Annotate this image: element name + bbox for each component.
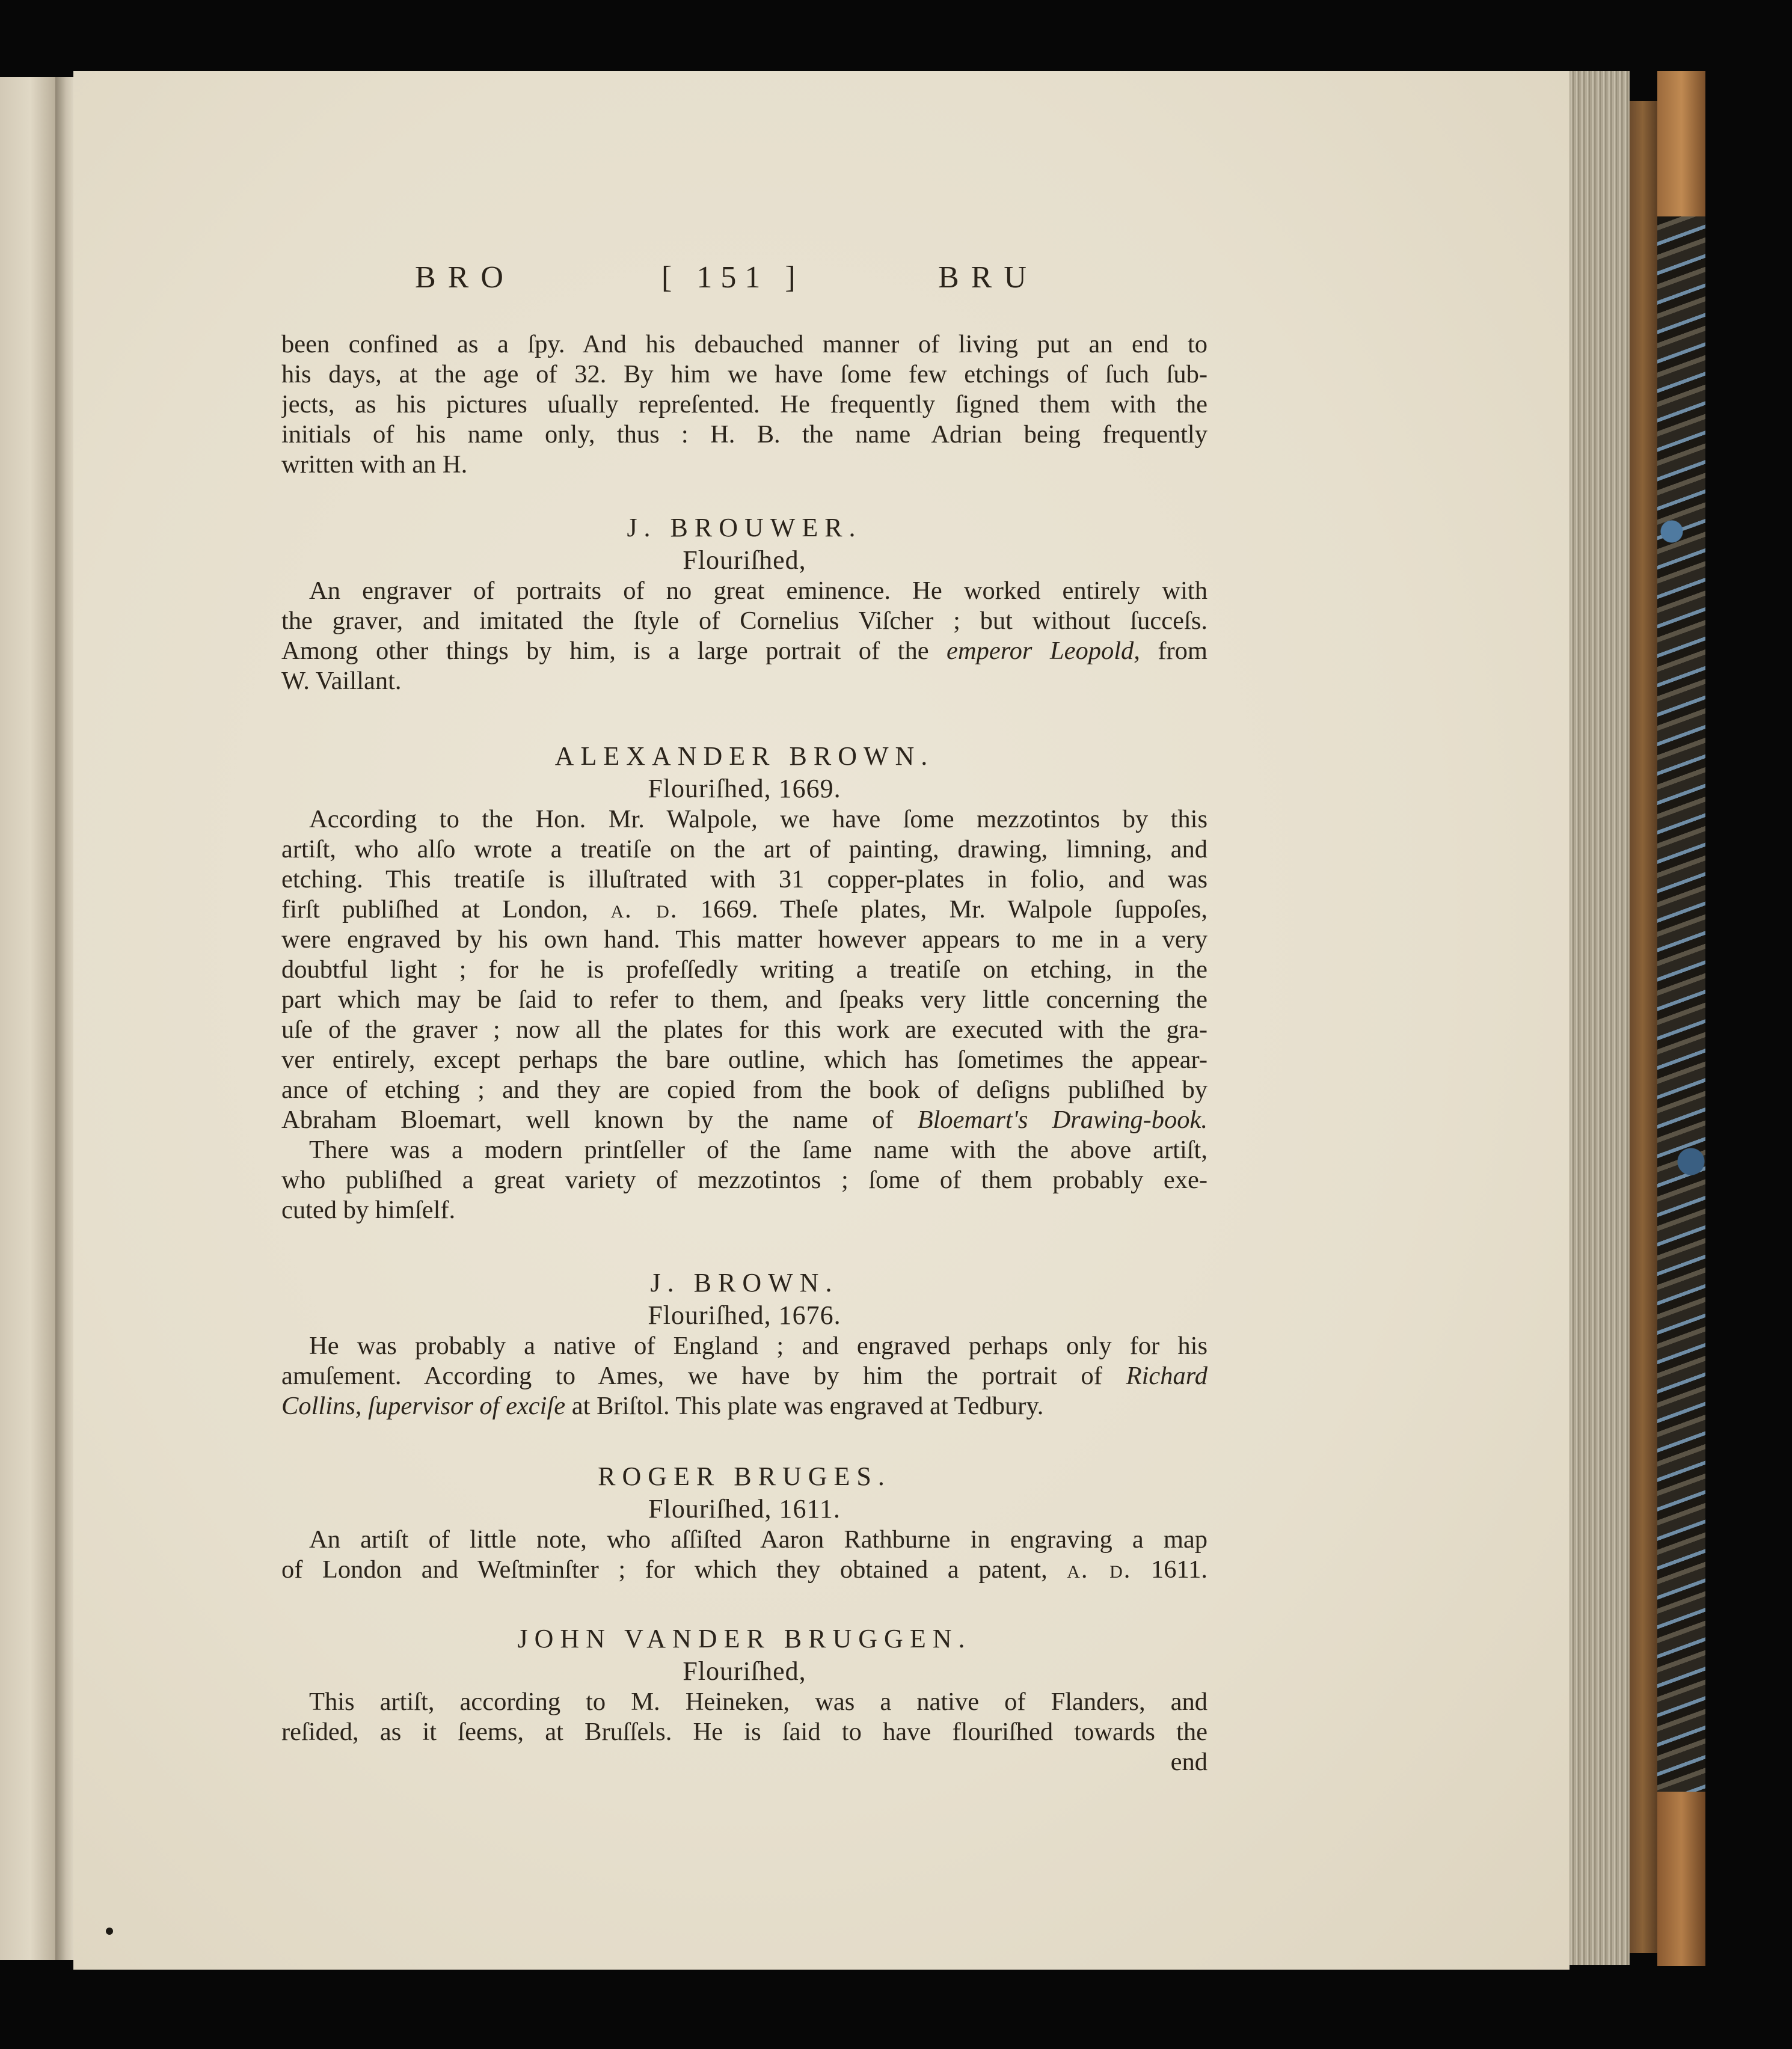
running-header (415, 260, 1125, 302)
line-part: firſt publiſhed at London, (281, 895, 611, 923)
text-line: reſided, as it ſeems, at Bruſſels. He is ſaid to have flouriſhed towards the (281, 1718, 1207, 1746)
text-line: part which may be ſaid to refer to them, and ſpeaks very little concerning the (281, 985, 1207, 1014)
text-line: his days, at the age of 32. By him we have ſome few etchings of ſuch ſub- (281, 360, 1207, 388)
marbled-cover (1657, 216, 1705, 1792)
catchword: end (1170, 1748, 1207, 1776)
text-line: An artiſt of little note, who aſſiſted Aaron Rathburne in engraving a map (309, 1525, 1207, 1554)
ink-dot (106, 1928, 113, 1935)
text-line: An engraver of portraits of no great eminence. He worked entirely with (309, 577, 1207, 605)
line-part: at Briſtol. This plate was engraved at Tedbury. (565, 1392, 1044, 1420)
page-number: [ 151 ] (661, 260, 804, 295)
text-line (281, 1555, 1207, 1585)
text-line (281, 1105, 1207, 1135)
entry-name: J. BROUWER. (627, 513, 862, 542)
left-page-edge (0, 77, 55, 1960)
anno-domini: a. d. (1067, 1555, 1132, 1584)
text-line: written with an H. (281, 450, 468, 479)
text-line (281, 1361, 1207, 1391)
intro-paragraph (281, 329, 1207, 480)
text-line: initials of his name only, thus : H. B. the name Adrian being frequently (281, 420, 1207, 449)
text-line: This artiſt, according to M. Heineken, was a native of Flanders, and (309, 1688, 1207, 1716)
entry-name: ROGER BRUGES. (598, 1462, 891, 1491)
line-part: 1611. (1131, 1555, 1207, 1584)
page-edges (1570, 71, 1630, 1965)
text-line: the graver, and imitated the ſtyle of Cornelius Viſcher ; but without ſucceſs. (281, 607, 1207, 635)
text-line (281, 895, 1207, 925)
text-line: uſe of the graver ; now all the plates for this work are executed with the gra- (281, 1015, 1207, 1044)
entry-john-vander-bruggen (281, 1622, 1207, 1777)
leather-corner-top (1657, 71, 1705, 221)
text-line: ver entirely, except perhaps the bare outline, which has ſometimes the appear- (281, 1046, 1207, 1074)
header-left: BRO (415, 260, 515, 295)
entry-flourished: Flouriſhed, 1676. (648, 1300, 841, 1330)
entry-flourished: Flouriſhed, (683, 1656, 806, 1686)
text-line (281, 636, 1207, 666)
italic-name: Collins, ſupervisor of exciſe (281, 1392, 566, 1420)
text-line: ance of etching ; and they are copied from the book of deſigns publiſhed by (281, 1076, 1207, 1104)
text-line: doubtful light ; for he is profeſſedly writing a treatiſe on etching, in the (281, 955, 1207, 984)
text-line: There was a modern printſeller of the ſame name with the above artiſt, (309, 1136, 1207, 1164)
text-line: etching. This treatiſe is illuſtrated with 31 copper-plates in folio, and was (281, 865, 1207, 893)
italic-title: Bloemart's Drawing-book. (917, 1106, 1207, 1134)
entry-name: ALEXANDER BROWN. (554, 741, 934, 771)
entry-brouwer (281, 511, 1207, 696)
entry-flourished: Flouriſhed, (683, 545, 806, 575)
line-part: Abraham Bloemart, well known by the name of (281, 1106, 918, 1134)
leather-corner-bottom (1657, 1792, 1705, 1966)
book-gutter (55, 77, 73, 1960)
line-part: from (1140, 637, 1207, 665)
text-line: artiſt, who alſo wrote a treatiſe on the art of painting, drawing, limning, and (281, 835, 1207, 863)
entry-flourished: Flouriſhed, 1669. (648, 774, 841, 803)
entry-flourished: Flouriſhed, 1611. (648, 1494, 841, 1524)
text-line (281, 1391, 1207, 1421)
text-line: cuted by himſelf. (281, 1196, 456, 1224)
entry-name: J. BROWN. (650, 1268, 839, 1297)
header-right: BRU (938, 260, 1039, 295)
text-line: been confined as a ſpy. And his debauched manner of living put an end to (281, 330, 1207, 358)
line-part: Among other things by him, is a large portrait of the (281, 637, 947, 665)
line-part: amuſement. According to Ames, we have by him the portrait of (281, 1362, 1126, 1390)
text-line: According to the Hon. Mr. Walpole, we have ſome mezzotintos by this (309, 805, 1207, 833)
entry-name: JOHN VANDER BRUGGEN. (517, 1624, 972, 1653)
text-line: who publiſhed a great variety of mezzotintos ; ſome of them probably exe- (281, 1166, 1207, 1194)
line-part: of London and Weſtminſter ; for which they obtained a patent, (281, 1555, 1067, 1584)
anno-domini: a. d. (610, 895, 678, 923)
entry-roger-bruges (281, 1460, 1207, 1585)
text-line: jects, as his pictures uſually repreſented. He frequently ſigned them with the (281, 390, 1207, 418)
italic-name: Richard (1126, 1362, 1207, 1390)
entry-j-brown (281, 1266, 1207, 1421)
line-part: 1669. Theſe plates, Mr. Walpole ſuppoſes, (678, 895, 1207, 923)
text-line: He was probably a native of England ; and engraved perhaps only for his (309, 1332, 1207, 1360)
text-line: were engraved by his own hand. This matter however appears to me in a very (281, 925, 1207, 954)
entry-alexander-brown (281, 740, 1207, 1225)
italic-title: emperor Leopold, (947, 637, 1140, 665)
text-line: W. Vaillant. (281, 667, 402, 695)
